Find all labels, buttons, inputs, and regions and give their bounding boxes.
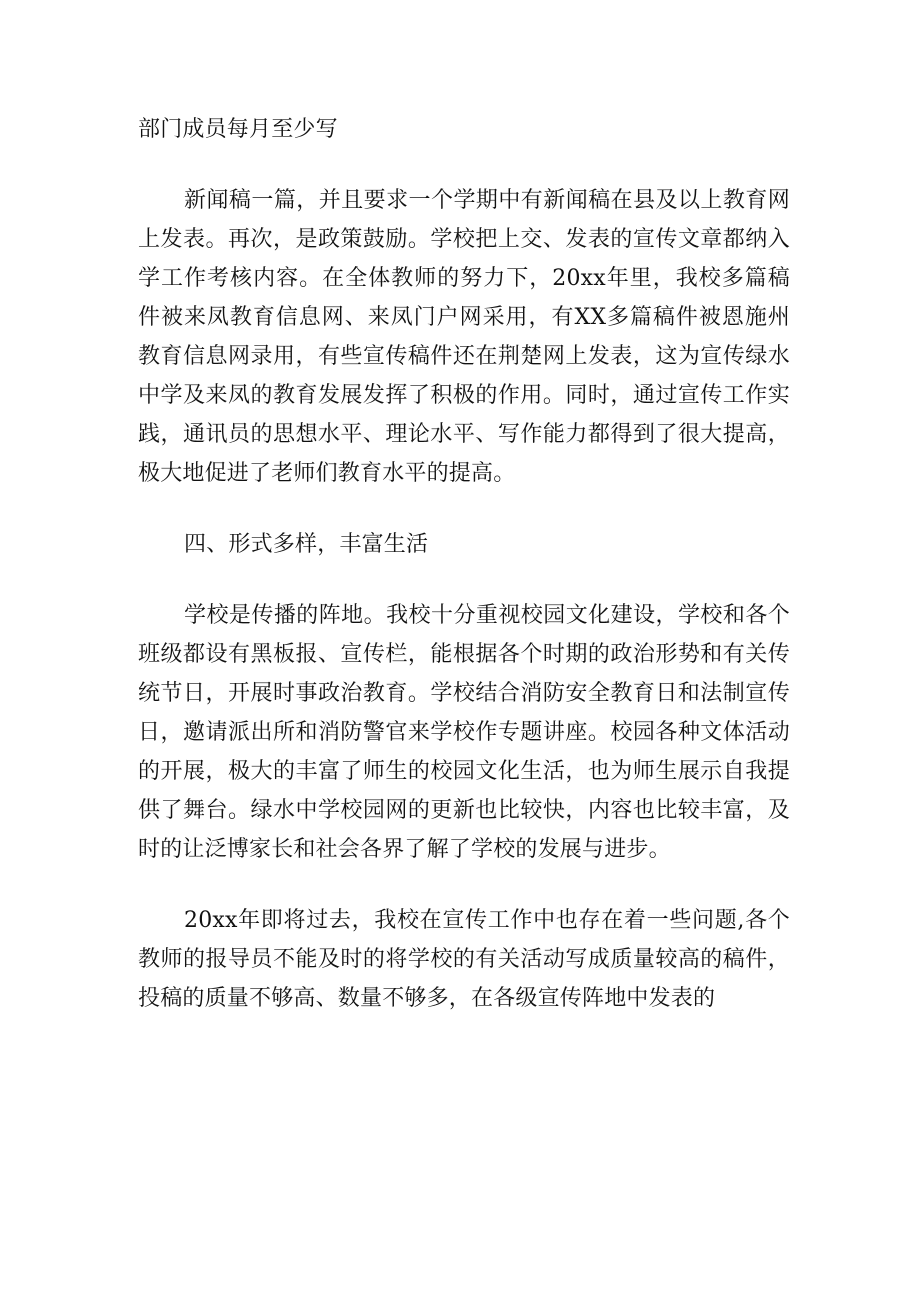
paragraph-problems: 20xx年即将过去，我校在宣传工作中也存在着一些问题,各个教师的报导员不能及时的将学校的有关活动写成质量较高的稿件，投稿的质量不够高、数量不够多，在各级宣传阵地中发表的 <box>138 908 790 1011</box>
paragraph-news-publication: 新闻稿一篇，并且要求一个学期中有新闻稿在县及以上教育网上发表。再次，是政策鼓励。学校把上交、发表的宣传文章都纳入学工作考核内容。在全体教师的努力下，20xx年里，我校多篇稿件被来凤教育信息网、来凤门户网采用，有XX多篇稿件被恩施州教育信息网录用，有些宣传稿件还在荆楚网上发表，这为宣传绿水中学及来凤的教育发展发挥了积极的作用。同时，通过宣传工作实践，通讯员的思想水平、理论水平、写作能力都得到了很大提高，极大地促进了老师们教育水平的提高。 <box>138 188 790 486</box>
document-body <box>138 110 790 1018</box>
section-heading-four: 四、形式多样，丰富生活 <box>184 532 429 557</box>
paragraph-campus-culture: 学校是传播的阵地。我校十分重视校园文化建设，学校和各个班级都设有黑板报、宣传栏，能根据各个时期的政治形势和有关传统节日，开展时事政治教育。学校结合消防安全教育日和法制宣传日，邀请派出所和消防警官来学校作专题讲座。校园各种文体活动的开展，极大的丰富了师生的校园文化生活，也为师生展示自我提供了舞台。绿水中学校园网的更新也比较快，内容也比较丰富，及时的让泛博家长和社会各界了解了学校的发展与进步。 <box>138 603 790 862</box>
paragraph-line-fragment: 部门成员每月至少写 <box>138 117 338 142</box>
